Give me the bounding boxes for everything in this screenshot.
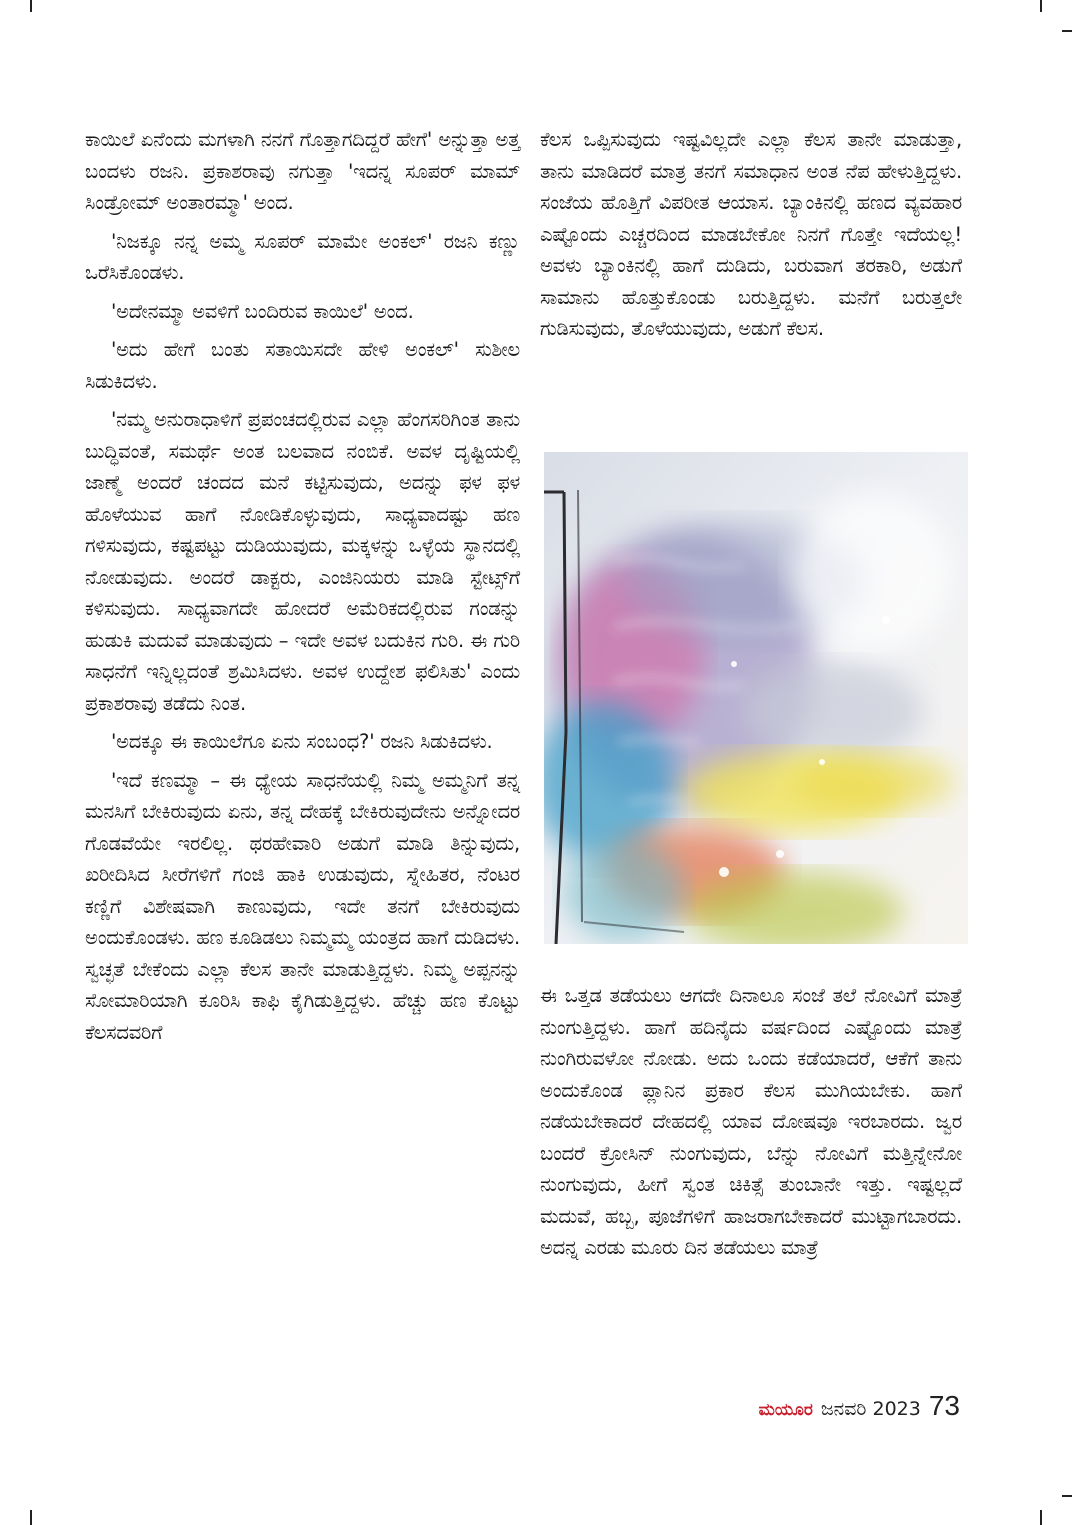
- crop-mark-right: [1062, 30, 1072, 32]
- crop-mark-top-right: [1040, 0, 1042, 12]
- paragraph: 'ಅದು ಹೇಗೆ ಬಂತು ಸತಾಯಿಸದೇ ಹೇಳಿ ಅಂಕಲ್' ಸುಶೀಲ ಸಿಡುಕಿದಳು.: [85, 338, 520, 393]
- paragraph: 'ನಮ್ಮ ಅನುರಾಧಾಳಿಗೆ ಪ್ರಪಂಚದಲ್ಲಿರುವ ಎಲ್ಲಾ ಹೆಂಗಸರಿಗಿಂತ ತಾನು ಬುದ್ಧಿವಂತೆ, ಸಮರ್ಥೆ ಅಂತ ಬಲವಾದ ನಂಬಿಕೆ. ಅವಳ ದೃಷ್ಟಿಯಲ್ಲಿ ಜಾಣ್ಮೆ ಅಂದರೆ ಚಂದದ ಮನೆ ಕಟ್ಟಿಸುವುದು, ಅದನ್ನು ಫಳ ಫಳ ಹೊಳೆಯುವ ಹಾಗೆ ನೋಡಿಕೊಳ್ಳುವುದು, ಸಾಧ್ಯವಾದಷ್ಟು ಹಣ ಗಳಿಸುವುದು, ಕಷ್ಟಪಟ್ಟು ದುಡಿಯುವುದು, ಮಕ್ಕಳನ್ನು ಒಳ್ಳೆಯ ಸ್ಥಾನದಲ್ಲಿ ನೋಡುವುದು. ಅಂದರೆ ಡಾಕ್ಟರು, ಎಂಜಿನಿಯರು ಮಾಡಿ ಸ್ಟೇಟ್ಸ್‌ಗೆ ಕಳಿಸುವುದು. ಸಾಧ್ಯವಾಗದೇ ಹೋದರೆ ಅಮೆರಿಕದಲ್ಲಿರುವ ಗಂಡನ್ನು ಹುಡುಕಿ ಮದುವೆ ಮಾಡುವುದು – ಇದೇ ಅವಳ ಬದುಕಿನ ಗುರಿ. ಈ ಗುರಿ ಸಾಧನೆಗೆ ಇನ್ನಿಲ್ಲದಂತೆ ಶ್ರಮಿಸಿದಳು. ಅವಳ ಉದ್ದೇಶ ಫಲಿಸಿತು' ಎಂದು ಪ್ರಕಾಶರಾವು ತಡೆದು ನಿಂತ.: [85, 408, 520, 715]
- right-text-column-top: [540, 124, 962, 352]
- watercolor-illustration: [544, 452, 968, 944]
- paragraph: ಈ ಒತ್ತಡ ತಡೆಯಲು ಆಗದೇ ದಿನಾಲೂ ಸಂಜೆ ತಲೆ ನೋವಿಗೆ ಮಾತ್ರೆ ನುಂಗುತ್ತಿದ್ದಳು. ಹಾಗೆ ಹದಿನೈದು ವರ್ಷದಿಂದ ಎಷ್ಟೊಂದು ಮಾತ್ರೆ ನುಂಗಿರುವಳೋ ನೋಡು. ಅದು ಒಂದು ಕಡೆಯಾದರೆ, ಆಕೆಗೆ ತಾನು ಅಂದುಕೊಂಡ ಪ್ಲಾನಿನ ಪ್ರಕಾರ ಕೆಲಸ ಮುಗಿಯಬೇಕು. ಹಾಗೆ ನಡೆಯಬೇಕಾದರೆ ದೇಹದಲ್ಲಿ ಯಾವ ದೋಷವೂ ಇರಬಾರದು. ಜ್ವರ ಬಂದರೆ ಕ್ರೋಸಿನ್ ನುಂಗುವುದು, ಬೆನ್ನು ನೋವಿಗೆ ಮತ್ತಿನ್ನೇನೋ ನುಂಗುವುದು, ಹೀಗೆ ಸ್ವಂತ ಚಿಕಿತ್ಸೆ ತುಂಬಾನೇ ಇತ್ತು. ಇಷ್ಟಲ್ಲದೆ ಮದುವೆ, ಹಬ್ಬ, ಪೂಜೆಗಳಿಗೆ ಹಾಜರಾಗಬೇಕಾದರೆ ಮುಟ್ಟಾಗಬಾರದು. ಅದನ್ನ ಎರಡು ಮೂರು ದಿನ ತಡೆಯಲು ಮಾತ್ರೆ: [540, 984, 962, 1259]
- left-text-column: [85, 124, 520, 1055]
- paragraph: ಕೆಲಸ ಒಪ್ಪಿಸುವುದು ಇಷ್ಟವಿಲ್ಲದೇ ಎಲ್ಲಾ ಕೆಲಸ ತಾನೇ ಮಾಡುತ್ತಾ, ತಾನು ಮಾಡಿದರೆ ಮಾತ್ರ ತನಗೆ ಸಮಾಧಾನ ಅಂತ ನೆಪ ಹೇಳುತ್ತಿದ್ದಳು. ಸಂಜೆಯ ಹೊತ್ತಿಗೆ ವಿಪರೀತ ಆಯಾಸ. ಬ್ಯಾಂಕಿನಲ್ಲಿ ಹಣದ ವ್ಯವಹಾರ ಎಷ್ಟೊಂದು ಎಚ್ಚರದಿಂದ ಮಾಡಬೇಕೋ ನಿನಗೆ ಗೊತ್ತೇ ಇದೆಯಲ್ಲ! ಅವಳು ಬ್ಯಾಂಕಿನಲ್ಲಿ ಹಾಗೆ ದುಡಿದು, ಬರುವಾಗ ತರಕಾರಿ, ಅಡುಗೆ ಸಾಮಾನು ಹೊತ್ತುಕೊಂಡು ಬರುತ್ತಿದ್ದಳು. ಮನೆಗೆ ಬರುತ್ತಲೇ ಗುಡಿಸುವುದು, ತೊಳೆಯುವುದು, ಅಡುಗೆ ಕೆಲಸ.: [540, 128, 962, 340]
- page-footer: [759, 1390, 960, 1422]
- issue-date: ಜನವರಿ 2023: [820, 1398, 921, 1420]
- right-text-column-bottom: [540, 980, 962, 1271]
- paragraph: 'ಅದಕ್ಕೂ ಈ ಕಾಯಿಲೆಗೂ ಏನು ಸಂಬಂಧ?' ರಜನಿ ಸಿಡುಕಿದಳು.: [111, 730, 493, 753]
- paragraph: 'ಅದೇನಮ್ಮಾ ಅವಳಿಗೆ ಬಂದಿರುವ ಕಾಯಿಲೆ' ಅಂದ.: [111, 299, 414, 323]
- paragraph: 'ಇದೆ ಕಣಮ್ಮಾ – ಈ ಧ್ಯೇಯ ಸಾಧನೆಯಲ್ಲಿ ನಿಮ್ಮ ಅಮ್ಮನಿಗೆ ತನ್ನ ಮನಸಿಗೆ ಬೇಕಿರುವುದು ಏನು, ತನ್ನ ದೇಹಕ್ಕೆ ಬೇಕಿರುವುದೇನು ಅನ್ನೋದರ ಗೊಡವೆಯೇ ಇರಲಿಲ್ಲ. ಥರಹೇವಾರಿ ಅಡುಗೆ ಮಾಡಿ ತಿನ್ನುವುದು, ಖರೀದಿಸಿದ ಸೀರೆಗಳಿಗೆ ಗಂಜಿ ಹಾಕಿ ಉಡುವುದು, ಸ್ನೇಹಿತರ, ನೆಂಟರ ಕಣ್ಣಿಗೆ ವಿಶೇಷವಾಗಿ ಕಾಣುವುದು, ಇದೇ ತನಗೆ ಬೇಕಿರುವುದು ಅಂದುಕೊಂಡಳು. ಹಣ ಕೂಡಿಡಲು ನಿಮ್ಮಮ್ಮ ಯಂತ್ರದ ಹಾಗೆ ದುಡಿದಳು. ಸ್ವಚ್ಛತೆ ಬೇಕೆಂದು ಎಲ್ಲಾ ಕೆಲಸ ತಾನೇ ಮಾಡುತ್ತಿದ್ದಳು. ನಿಮ್ಮ ಅಪ್ಪನನ್ನು ಸೋಮಾರಿಯಾಗಿ ಕೂರಿಸಿ ಕಾಫಿ ಕೈಗಿಡುತ್ತಿದ್ದಳು. ಹೆಚ್ಚು ಹಣ ಕೊಟ್ಟು ಕೆಲಸದವರಿಗೆ: [85, 768, 520, 1044]
- page-number: 73: [928, 1390, 960, 1421]
- crop-mark-right-bottom: [1062, 1495, 1072, 1497]
- magazine-name: ಮಯೂರ: [758, 1400, 813, 1420]
- crop-mark-bottom-left: [30, 1510, 32, 1525]
- crop-mark-bottom-right: [1040, 1510, 1042, 1525]
- chalkboard-painting: [544, 452, 968, 944]
- crop-mark-top-left: [30, 0, 32, 12]
- paragraph: 'ನಿಜಕ್ಕೂ ನನ್ನ ಅಮ್ಮ ಸೂಪರ್ ಮಾಮೇ ಅಂಕಲ್' ರಜನಿ ಕಣ್ಣು ಒರೆಸಿಕೊಂಡಳು.: [85, 229, 520, 284]
- paragraph: ಕಾಯಿಲೆ ಏನೆಂದು ಮಗಳಾಗಿ ನನಗೆ ಗೊತ್ತಾಗದಿದ್ದರೆ ಹೇಗೆ' ಅನ್ನುತ್ತಾ ಅತ್ತ ಬಂದಳು ರಜನಿ. ಪ್ರಕಾಶರಾವು ನಗುತ್ತಾ 'ಇದನ್ನ ಸೂಪರ್ ಮಾಮ್ ಸಿಂಡ್ರೋಮ್ ಅಂತಾರಮ್ಮಾ' ಅಂದ.: [85, 128, 520, 214]
